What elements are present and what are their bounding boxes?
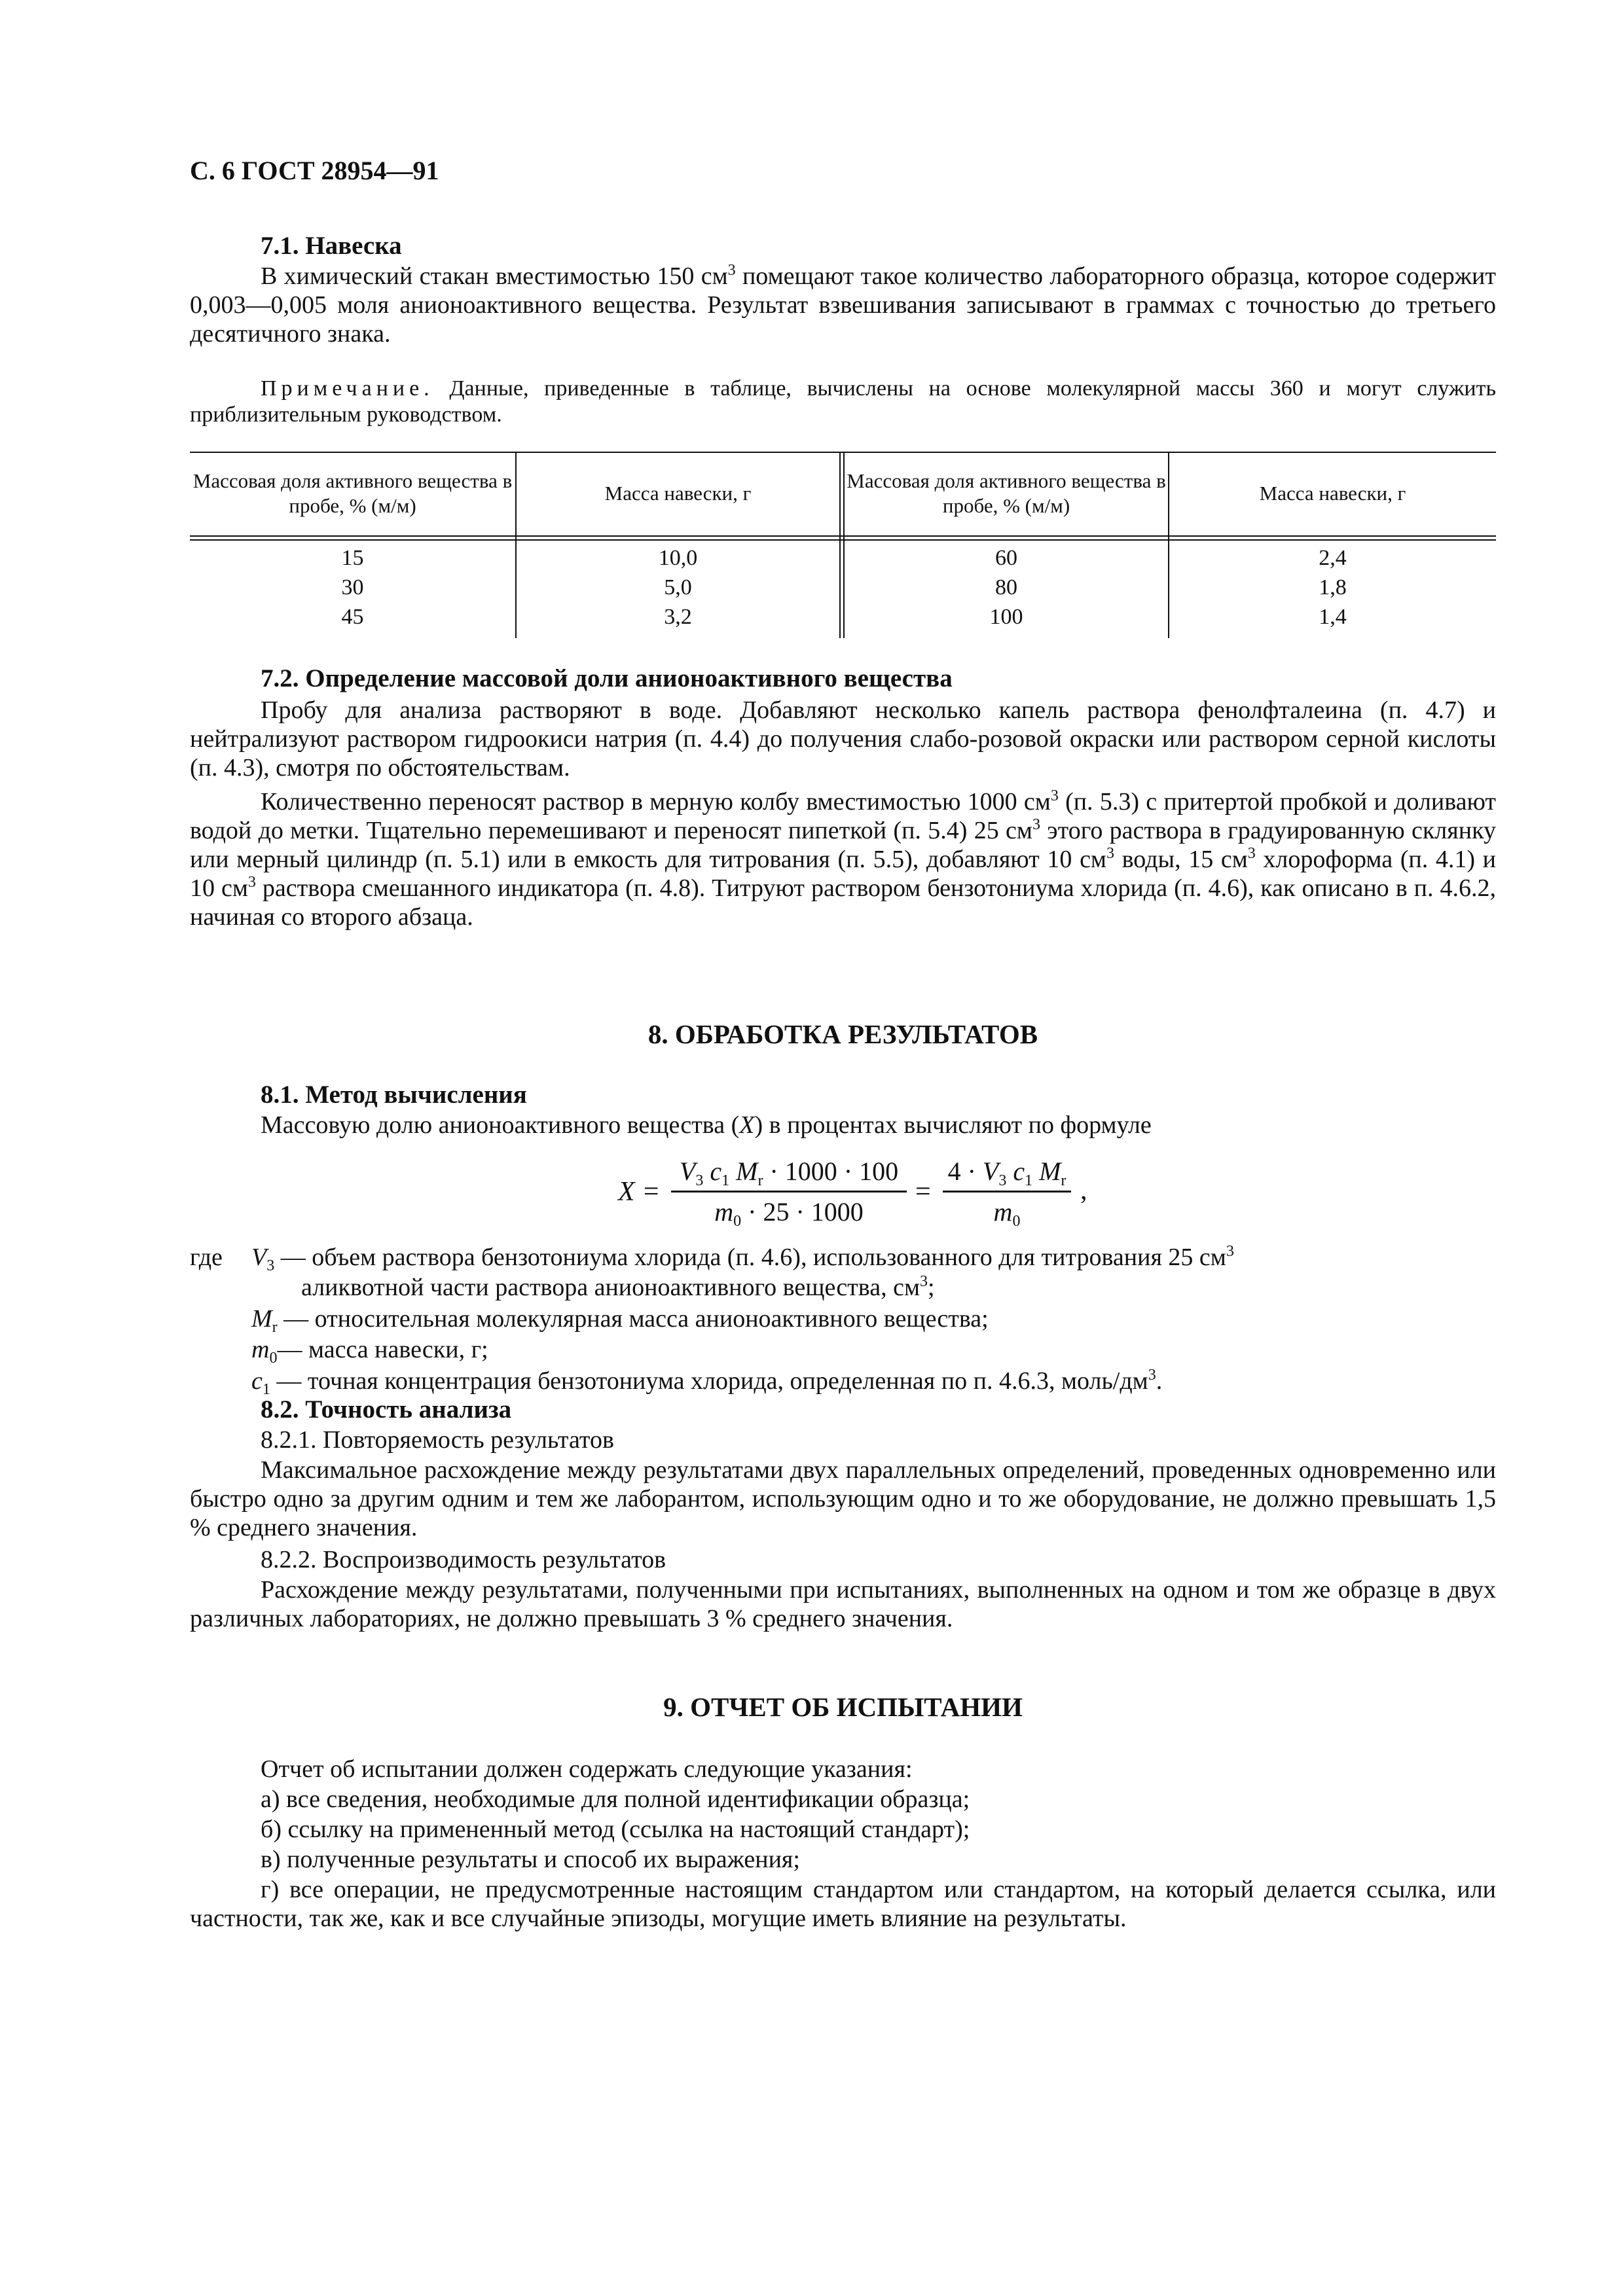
section-7-2-para-1: Пробу для анализа растворяют в воде. Добавляют несколько капель раствора фенолфталеина (п. 4.7) и нейтрализуют раствором гидроокиси натрия (п. 4.4) до получения слабо-розовой окраски или раствором серной кислоты (п. 4.3), смотря по обстоятельствам.: [190, 696, 1496, 781]
table-column: [190, 543, 515, 632]
table-column: [1169, 543, 1496, 632]
section-8-1-intro: Массовую долю анионоактивного вещества (X) в процентах вычисляют по формуле: [261, 1111, 1152, 1139]
table-cell: 80: [995, 575, 1017, 600]
legend-where: где: [190, 1244, 223, 1271]
list-item: а) все сведения, необходимые для полной идентификации образца;: [261, 1785, 970, 1813]
section-7-1-heading: 7.1. Навеска: [261, 232, 402, 260]
table-header-cell: Масса навески, г: [604, 482, 752, 505]
formula-numerator-2: $4 \cdot V_3$ $c_1$ $M_r$: [947, 1157, 1067, 1189]
formula-lhs: X =: [618, 1177, 661, 1207]
table-column: [845, 543, 1168, 632]
table-cell: 15: [341, 546, 364, 570]
table-column: [517, 543, 839, 632]
table-cell: 5,0: [664, 575, 692, 600]
table-cell: 2,4: [1319, 546, 1347, 570]
section-8-2-1-text: Максимальное расхождение между результатами двух параллельных определений, проведенных одновременно или быстро одно за другим одним и тем же лаборантом, использующим одно и то же оборудование, не должно превышать 1,5 % среднего значения.: [190, 1456, 1496, 1541]
formula-numerator: $V_3$ $c_1$ $M_r \cdot 1000 \cdot 100$: [679, 1157, 899, 1189]
table-cell: 100: [989, 605, 1023, 629]
formula-denominator-2: $m_0$: [993, 1197, 1021, 1230]
section-8-2-2-title: 8.2.2. Воспроизводимость результатов: [261, 1546, 666, 1573]
table-cell: 10,0: [658, 546, 698, 570]
table-header-cell: Масса навески, г: [1259, 482, 1406, 505]
table-cell: 45: [341, 605, 364, 629]
formula-tail: ,: [1080, 1175, 1087, 1206]
formula-equals: =: [915, 1177, 931, 1207]
legend-item-v3-cont: аликвотной части раствора анионоактивного вещества, $см^3$;: [301, 1273, 935, 1301]
section-9-intro: Отчет об испытании должен содержать следующие указания:: [261, 1755, 913, 1783]
page-header: С. 6 ГОСТ 28954—91: [190, 156, 439, 185]
section-7-2-heading: 7.2. Определение массовой доли анионоактивного вещества: [261, 664, 953, 692]
note: Примечание. Данные, приведенные в таблице, вычислены на основе молекулярной массы 360 и могут служить приблизительным руководством.: [190, 376, 1496, 427]
legend-item-m0: $m_0—$ масса навески, г;: [251, 1336, 488, 1367]
table-cell: 1,4: [1319, 605, 1347, 629]
section-9-title: 9. ОТЧЕТ ОБ ИСПЫТАНИИ: [663, 1692, 1023, 1722]
section-8-2-2-text: Расхождение между результатами, полученными при испытаниях, выполненных на одном и том же образце в двух различных лабораториях, не должно превышать 3 % среднего значения.: [190, 1576, 1496, 1632]
section-7-1-text: В химический стакан вместимостью 150 $см^3$ помещают такое количество лабораторного образца, которое содержит 0,003—0,005 моля анионоактивного вещества. Результат взвешивания записывают в граммах с точностью до третьего десятичного знака.: [190, 262, 1496, 348]
table-header-cell: Массовая доля активного вещества в пробе, % (м/м): [192, 469, 513, 517]
section-7-2-para-2: Количественно переносят раствор в мерную колбу вместимостью 1000 $см^3$ (п. 5.3) с притертой пробкой и доливают водой до метки. Тщательно перемешивают и переносят пипеткой (п. 5.4) 25 $см^3$ этого раствора в градуированную склянку или мерный цилиндр (п. 5.1) или в емкость для титрования (п. 5.5), добавляют 10 $см^3$ воды, 15 $см^3$ хлороформа (п. 4.1) и 10 $см^3$ раствора смешанного индикатора (п. 4.8). Титруют раствором бензотониума хлорида (п. 4.6), как описано в п. 4.6.2, начиная со второго абзаца.: [190, 787, 1497, 931]
table-cell: 30: [341, 575, 364, 600]
legend-item-c1: $c_1$ — точная концентрация бензотониума хлорида, определенная по п. 4.6.3, моль/$дм^3$.: [251, 1367, 1163, 1398]
legend-item-mr: $M_r$ — относительная молекулярная масса анионоактивного вещества;: [251, 1305, 989, 1336]
table-cell: 1,8: [1319, 575, 1347, 600]
list-item: в) полученные результаты и способ их выражения;: [261, 1846, 800, 1873]
sample-mass-table: [190, 452, 1496, 638]
table-cell: 3,2: [664, 605, 692, 629]
section-8-2-heading: 8.2. Точность анализа: [261, 1395, 512, 1424]
section-8-title: 8. ОБРАБОТКА РЕЗУЛЬТАТОВ: [647, 1019, 1038, 1049]
section-8-1-heading: 8.1. Метод вычисления: [261, 1081, 527, 1109]
list-item: г) все операции, не предусмотренные настоящим стандартом или стандартом, на который делается ссылка, или частности, так же, как и все случайные эпизоды, могущие иметь влияние на результаты.: [190, 1876, 1496, 1932]
table-header-cell: Массовая доля активного вещества в пробе, % (м/м): [847, 469, 1166, 517]
formula-denominator: $m_0 \cdot 25 \cdot 1000$: [714, 1197, 864, 1230]
table-cell: 60: [995, 546, 1017, 570]
list-item: б) ссылку на примененный метод (ссылка на настоящий стандарт);: [261, 1816, 970, 1843]
section-8-2-1-title: 8.2.1. Повторяемость результатов: [261, 1426, 614, 1454]
note-label: Примечание.: [261, 376, 434, 401]
legend-item-v3: $V_3$ — объем раствора бензотониума хлорида (п. 4.6), использованного для титрования 25 $см^3$: [251, 1243, 1234, 1274]
